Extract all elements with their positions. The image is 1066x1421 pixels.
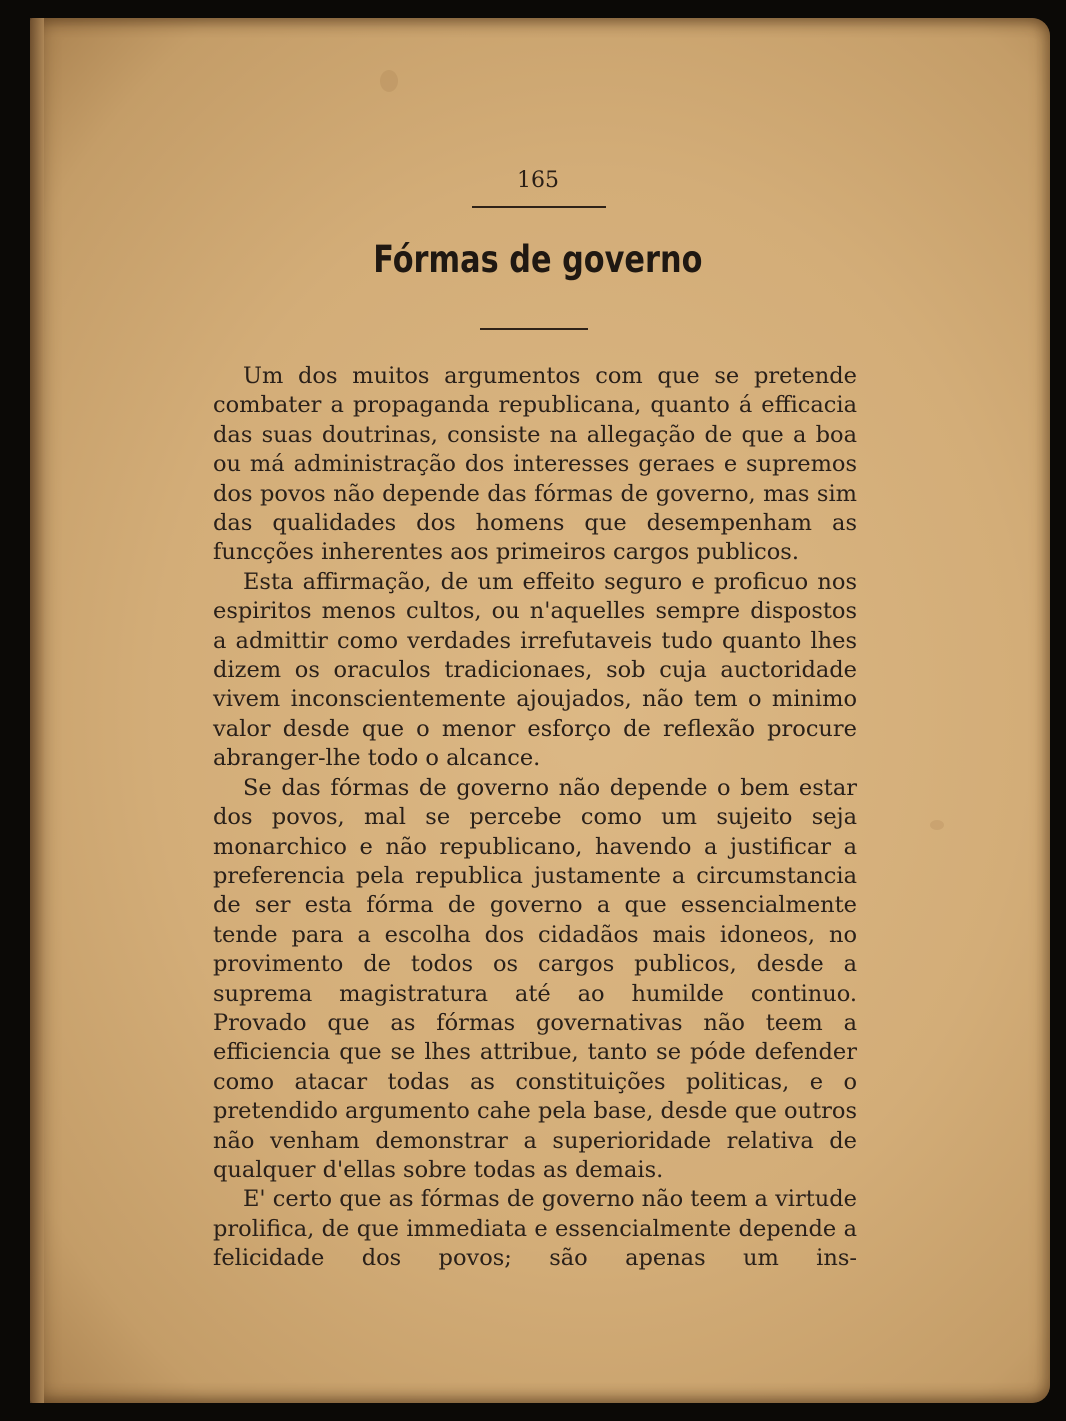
paper-stain	[380, 70, 398, 92]
paper-stain	[930, 820, 944, 830]
body-text	[213, 362, 857, 1274]
title-rule	[480, 328, 588, 330]
paragraph: Se das fórmas de governo não depende o bem estar dos povos, mal se percebe como um sujeito seja monarchico e não republicano, havendo a justificar a preferencia pela republica justamente a circumstancia de ser esta fórma de governo a que essencialmente tende para a escolha dos cidadãos mais idoneos, no provimento de todos os cargos publicos, desde a suprema magistratura até ao humilde continuo. Provado que as fórmas governativas não teem a efficiencia que se lhes attribue, tanto se póde defender como atacar todas as constituições politicas, e o pretendido argumento cahe pela base, desde que outros não venham demonstrar a superioridade relativa de qualquer d'ellas sobre todas as demais.	[213, 774, 857, 1183]
paragraph: E' certo que as fórmas de governo não teem a virtude prolifica, de que immediata e essencialmente depende a felicidade dos povos; são apenas um ins-	[213, 1186, 857, 1272]
header-rule	[472, 206, 606, 208]
paragraph: Esta affirmação, de um effeito seguro e proficuo nos espiritos menos cultos, ou n'aquelles sempre dispostos a admittir como verdades irrefutaveis tudo quanto lhes dizem os oraculos tradicionaes, sob cuja auctoridade vivem inconscientemente ajoujados, não tem o minimo valor desde que o menor esforço de reflexão procure abranger-lhe todo o alcance.	[213, 568, 857, 772]
page-gutter	[30, 18, 44, 1403]
chapter-title: Fórmas de governo	[373, 238, 703, 281]
page-number: 165	[517, 168, 559, 193]
paragraph: Um dos muitos argumentos com que se pretende combater a propaganda republicana, quanto á efficacia das suas doutrinas, consiste na allegação de que a boa ou má administração dos interesses geraes e supremos dos povos não depende das fórmas de governo, mas sim das qualidades dos homens que desempenham as funcções inherentes aos primeiros cargos publicos.	[213, 363, 857, 566]
